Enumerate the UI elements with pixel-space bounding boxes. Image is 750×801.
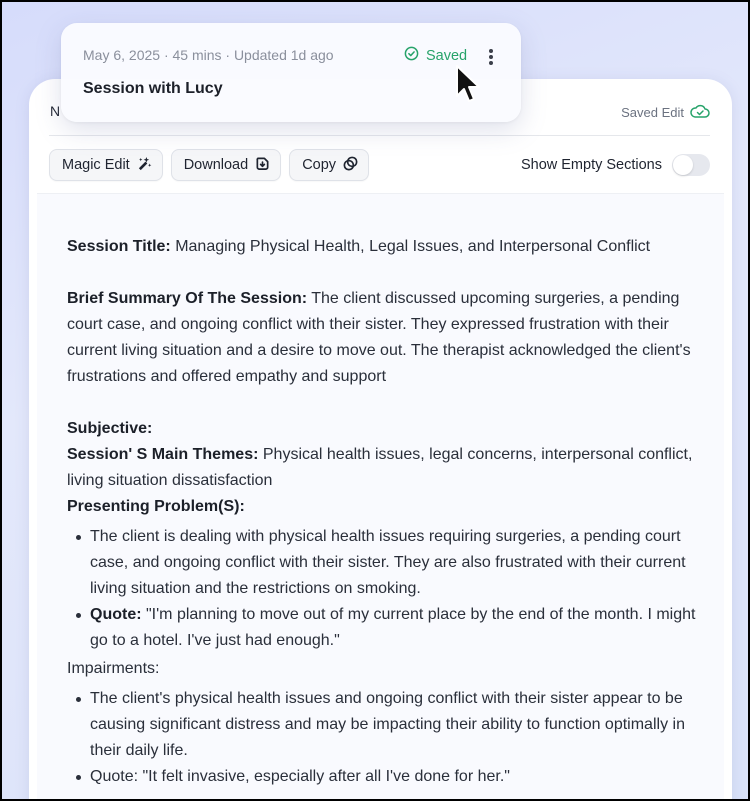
note-card (29, 79, 732, 799)
check-circle-icon (404, 46, 419, 65)
show-empty-sections-control (521, 154, 710, 176)
magic-edit-label: Magic Edit (62, 157, 130, 173)
summary-value: The client discussed upcoming surgeries, a pending court case, and ongoing conflict with their sister. They expressed frustration with their current living situation and a desire to move out. The therapist acknowledged the client's frustrations and offered empathy and support (67, 290, 691, 385)
saved-edit-label: Saved Edit (621, 105, 684, 120)
summary-label: Brief Summary Of The Session: (67, 290, 308, 307)
copy-icon (343, 156, 358, 175)
list-item-text: Quote: "It felt invasive, especially after all I've done for her." (90, 768, 510, 785)
list-item-text: The client's physical health issues and ongoing conflict with their sister appear to be causing significant distress and may be impacting their ability to function optimally in their daily life. (90, 690, 685, 759)
session-popup-card[interactable] (61, 23, 521, 122)
presenting-problems-heading (67, 494, 717, 520)
copy-button[interactable] (289, 149, 369, 181)
kebab-menu-icon[interactable] (485, 47, 497, 67)
main-themes-label: Session' S Main Themes: (67, 446, 259, 463)
note-content[interactable] (67, 234, 717, 792)
impairments-heading: Impairments: (67, 660, 160, 677)
list-item (67, 524, 717, 602)
note-content-area (37, 193, 724, 799)
download-button[interactable] (171, 149, 282, 181)
saved-status[interactable] (404, 46, 467, 65)
session-title-value: Managing Physical Health, Legal Issues, and Interpersonal Conflict (175, 238, 651, 255)
download-label: Download (183, 157, 249, 173)
session-title-label: Session Title: (67, 238, 171, 255)
cloud-check-icon (690, 103, 710, 122)
header-divider (49, 135, 710, 136)
session-title: Session with Lucy (83, 80, 223, 97)
toggle-knob (673, 155, 693, 175)
tab-notes[interactable]: N (50, 103, 61, 119)
show-empty-sections-label: Show Empty Sections (520, 157, 662, 173)
download-file-icon (255, 156, 270, 175)
session-meta: May 6, 2025 · 45 mins · Updated 1d ago (83, 47, 334, 63)
show-empty-sections-toggle[interactable] (672, 154, 710, 176)
magic-wand-icon (137, 156, 152, 175)
note-toolbar (49, 148, 710, 182)
list-item-text: "I'm planning to move out of my current place by the end of the month. I might go to a hotel. I've just had enough." (90, 606, 696, 649)
summary-paragraph (67, 286, 717, 390)
list-item (67, 602, 717, 654)
presenting-problems-list (67, 524, 717, 654)
saved-label: Saved (426, 47, 468, 64)
list-item (67, 764, 717, 790)
impairments-list (67, 686, 717, 790)
subjective-heading (67, 416, 717, 442)
app-frame (2, 2, 748, 799)
main-themes-line (67, 442, 717, 494)
copy-label: Copy (302, 157, 337, 173)
subjective-label: Subjective: (67, 420, 153, 437)
main-themes-value: Physical health issues, legal concerns, interpersonal conflict, living situation dissatisfaction (67, 446, 693, 489)
list-item-text: The client is dealing with physical health issues requiring surgeries, a pending court case, and ongoing conflict with their sister. They are also frustrated with their current living situation and the restrictions on smoking. (90, 528, 686, 597)
presenting-problems-label: Presenting Problem(S): (67, 498, 245, 515)
list-item (67, 686, 717, 764)
magic-edit-button[interactable] (49, 149, 163, 181)
saved-edit-status (621, 103, 710, 122)
quote-label: Quote: (90, 606, 142, 623)
session-title-line (67, 234, 717, 260)
